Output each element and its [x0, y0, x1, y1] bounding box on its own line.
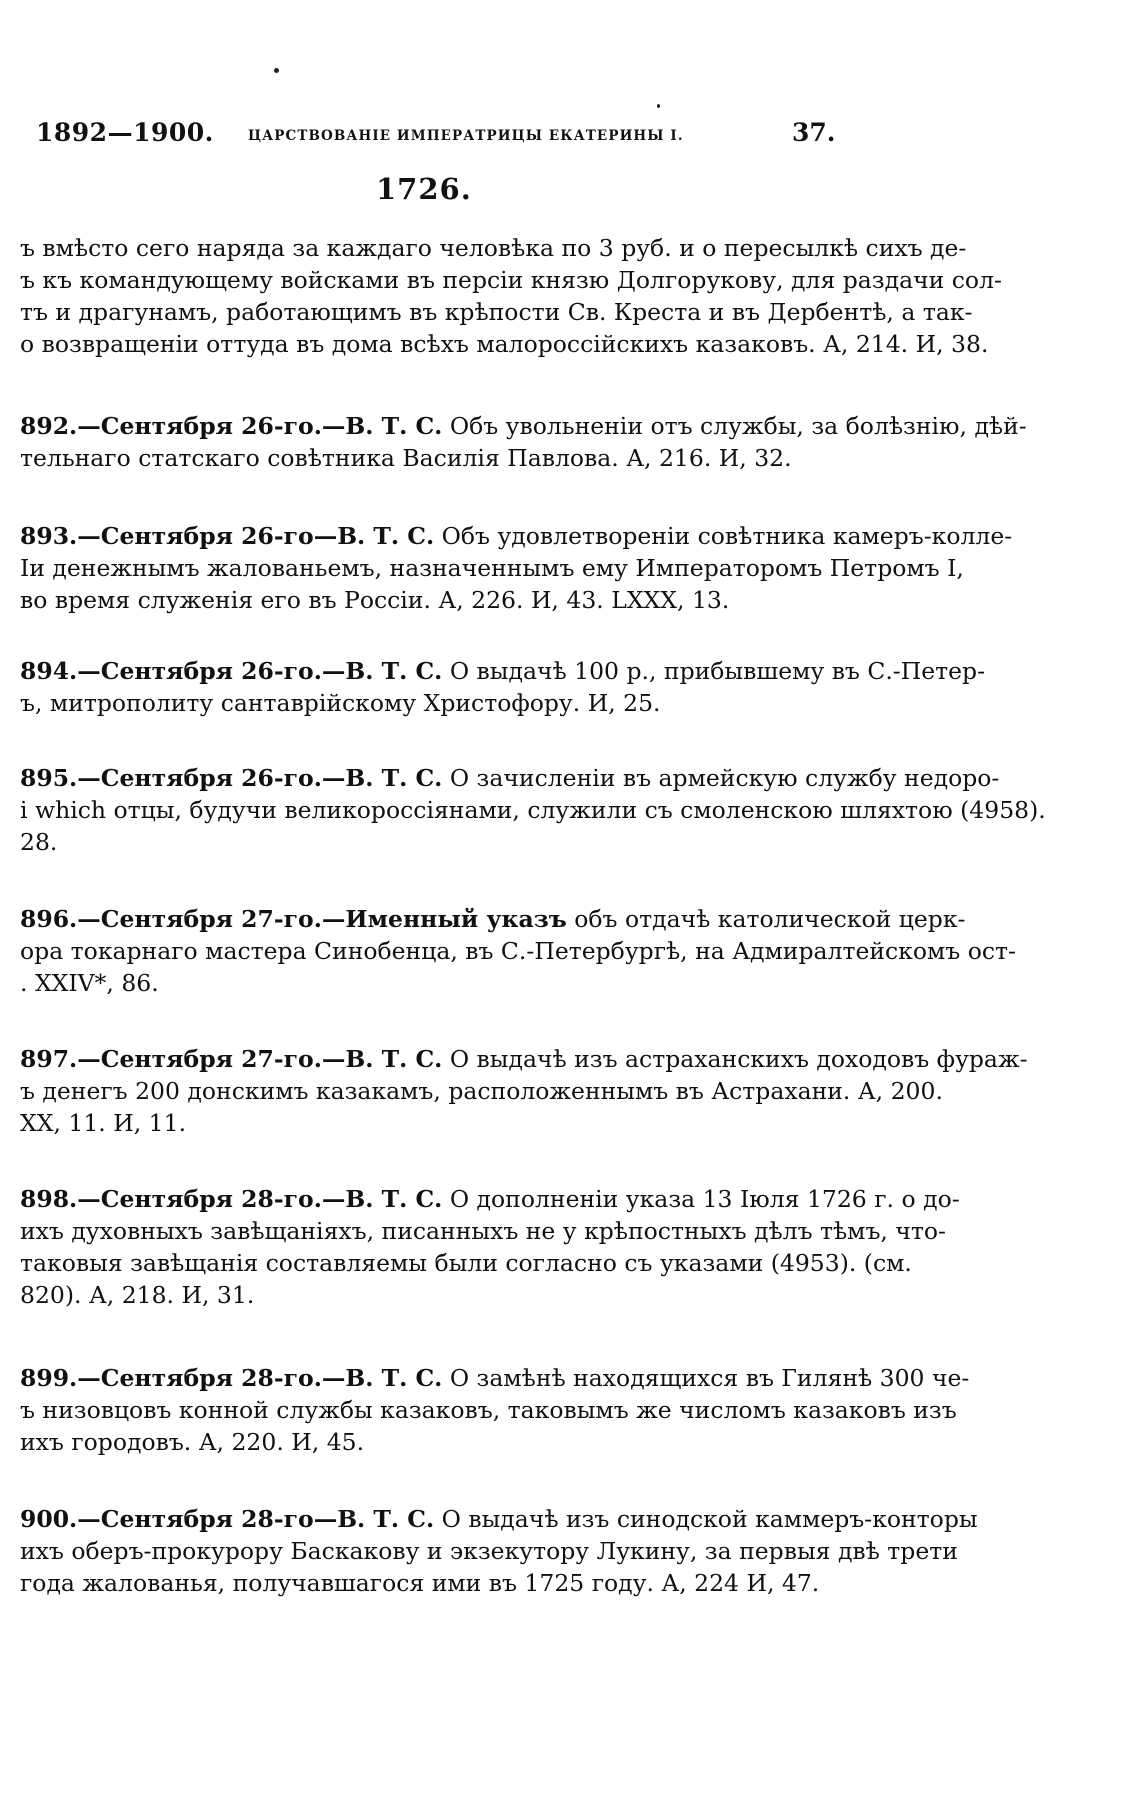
entry-line: года жалованья, получавшагося ими въ 1725 году. А, 224 И, 47.: [20, 1569, 820, 1597]
entry-line: XX, 11. И, 11.: [20, 1109, 187, 1137]
entry-line: ихъ оберъ-прокурору Баскакову и экзекутору Лукину, за первыя двѣ трети: [20, 1537, 958, 1565]
entry-line: 898.—Сентября 28-го.—В. Т. С. О дополненіи указа 13 Іюля 1726 г. о до-: [20, 1185, 960, 1213]
entry-line: 897.—Сентября 27-го.—В. Т. С. О выдачѣ изъ астраханскихъ доходовъ фураж-: [20, 1045, 1028, 1073]
entry-line: 900.—Сентября 28-го—В. Т. С. О выдачѣ изъ синодской каммеръ-конторы: [20, 1505, 978, 1533]
entry-line: ъ, митрополиту сантаврійскому Христофору. И, 25.: [20, 689, 661, 717]
entry-line: 820). А, 218. И, 31.: [20, 1281, 255, 1309]
entry-896: [20, 903, 1016, 999]
entry-line: ъ денегъ 200 донскимъ казакамъ, расположеннымъ въ Астрахани. А, 200.: [20, 1077, 943, 1105]
page-number: 37.: [792, 118, 836, 147]
entry-line: ъ къ командующему войсками въ персіи князю Долгорукову, для раздачи сол-: [20, 266, 1002, 294]
entry-line: ихъ городовъ. А, 220. И, 45.: [20, 1428, 365, 1456]
entry-line: 892.—Сентября 26-го.—В. Т. С. Объ увольненіи отъ службы, за болѣзнію, дѣй-: [20, 412, 1027, 440]
entry-line: 899.—Сентября 28-го.—В. Т. С. О замѣнѣ находящихся въ Гилянѣ 300 че-: [20, 1364, 970, 1392]
entry-line: і which отцы, будучи великороссіянами, служили съ смоленскою шляхтою (4958).: [20, 796, 1046, 824]
entry-line: во время служенія его въ Россіи. А, 226. И, 43. LXXX, 13.: [20, 586, 730, 614]
entry-893: [20, 520, 1013, 616]
entry-line: тъ и драгунамъ, работающимъ въ крѣпости Св. Креста и въ Дербентѣ, а так-: [20, 298, 973, 326]
entry-line: 893.—Сентября 26-го—В. Т. С. Объ удовлетвореніи совѣтника камеръ-колле-: [20, 522, 1013, 550]
entry-900: [20, 1503, 978, 1599]
entry-line: ора токарнаго мастера Синобенца, въ С.-Петербургѣ, на Адмиралтейскомъ ост-: [20, 937, 1016, 965]
entry-895: [20, 762, 1046, 858]
scan-speck: [657, 104, 660, 108]
entry-line: Іи денежнымъ жалованьемъ, назначеннымъ ему Императоромъ Петромъ I,: [20, 554, 964, 582]
entry-892: [20, 410, 1027, 474]
entry-line: ъ низовцовъ конной службы казаковъ, таковымъ же числомъ казаковъ изъ: [20, 1396, 957, 1424]
entry-line: 895.—Сентября 26-го.—В. Т. С. О зачисленіи въ армейскую службу недоро-: [20, 764, 1000, 792]
entry-897: [20, 1043, 1028, 1139]
entry-line: о возвращеніи оттуда въ дома всѣхъ малороссійскихъ казаковъ. А, 214. И, 38.: [20, 330, 989, 358]
scan-speck: [274, 68, 279, 73]
entry-line: . XXIV*, 86.: [20, 969, 159, 997]
entry-line: 28.: [20, 828, 58, 856]
entry-line: 896.—Сентября 27-го.—Именный указъ объ отдачѣ католической церк-: [20, 905, 966, 933]
year-heading: 1726.: [376, 172, 472, 206]
header-years: 1892—1900.: [36, 118, 214, 147]
entry-line: ихъ духовныхъ завѣщаніяхъ, писанныхъ не у крѣпостныхъ дѣлъ тѣмъ, что-: [20, 1217, 946, 1245]
entry-894: [20, 655, 986, 719]
entry-898: [20, 1183, 960, 1311]
entry-line: ъ вмѣсто сего наряда за каждаго человѣка по 3 руб. и о пересылкѣ сихъ де-: [20, 234, 967, 262]
entry-continued: [20, 232, 1002, 360]
entry-line: 894.—Сентября 26-го.—В. Т. С. О выдачѣ 100 р., прибывшему въ С.-Петер-: [20, 657, 986, 685]
entry-899: [20, 1362, 970, 1458]
running-header: [36, 118, 836, 154]
entry-line: таковыя завѣщанія составляемы были согласно съ указами (4953). (см.: [20, 1249, 912, 1277]
entry-line: тельнаго статскаго совѣтника Василія Павлова. А, 216. И, 32.: [20, 444, 792, 472]
header-running-title: ЦАРСТВОВАНІЕ ИМПЕРАТРИЦЫ ЕКАТЕРИНЫ I.: [248, 128, 684, 144]
